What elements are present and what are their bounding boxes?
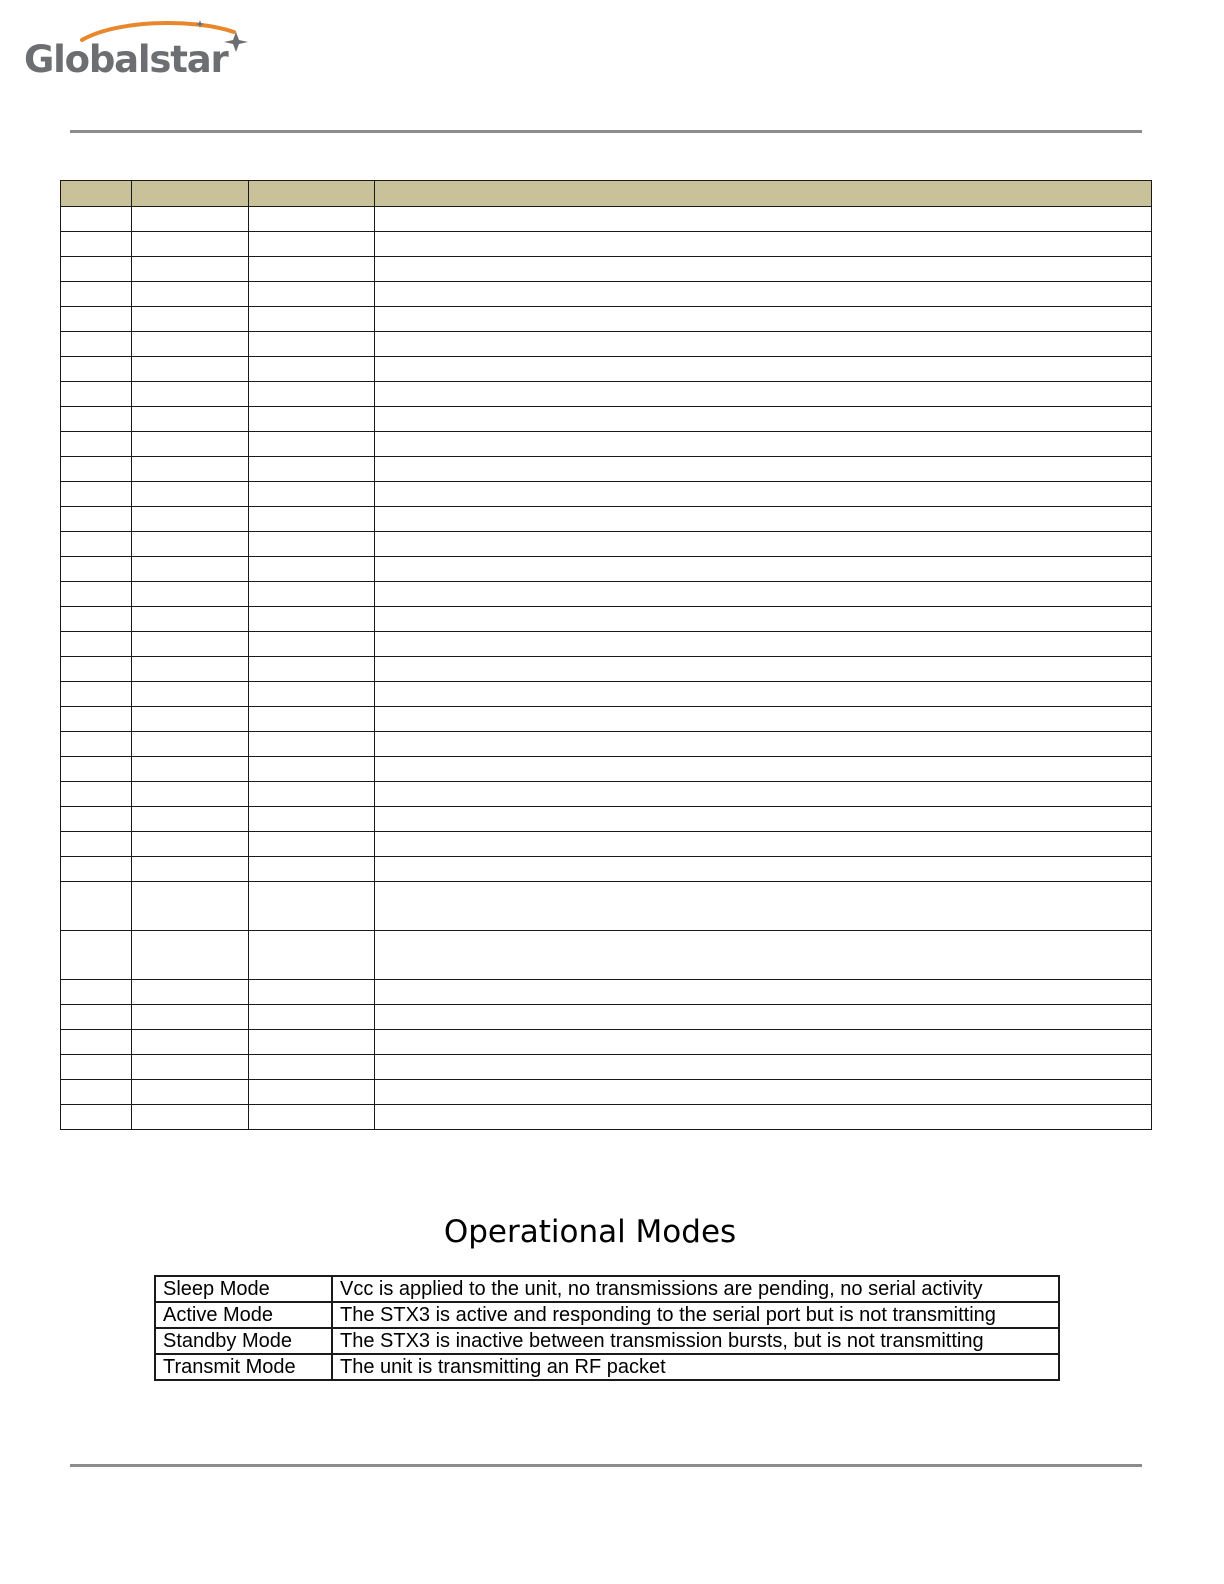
table-cell (132, 1005, 249, 1030)
table-cell (132, 682, 249, 707)
table-cell (249, 632, 375, 657)
table-cell (375, 782, 1152, 807)
table-cell (61, 707, 132, 732)
table-cell (61, 482, 132, 507)
table-row (61, 732, 1152, 757)
table-cell (249, 257, 375, 282)
table-cell (61, 207, 132, 232)
table-row (155, 1276, 1059, 1302)
table-cell (132, 282, 249, 307)
table-row (61, 1105, 1152, 1130)
table-row (61, 507, 1152, 532)
table-cell (61, 882, 132, 931)
table-cell (375, 382, 1152, 407)
table-cell (61, 557, 132, 582)
table-cell (249, 357, 375, 382)
table-cell (132, 207, 249, 232)
table-row (155, 1302, 1059, 1328)
table-cell (249, 282, 375, 307)
table-cell (249, 782, 375, 807)
table-cell (61, 282, 132, 307)
table-row (61, 332, 1152, 357)
table-cell (375, 857, 1152, 882)
table-cell (61, 457, 132, 482)
table-cell (132, 707, 249, 732)
table-cell (132, 632, 249, 657)
mode-description: The unit is transmitting an RF packet (332, 1354, 1059, 1380)
table-cell (249, 307, 375, 332)
table-cell (375, 807, 1152, 832)
table-cell (249, 682, 375, 707)
table-cell (132, 357, 249, 382)
table-row (61, 257, 1152, 282)
table-cell (375, 307, 1152, 332)
table-cell (132, 757, 249, 782)
table-cell (61, 857, 132, 882)
table-row (61, 482, 1152, 507)
table-cell (249, 432, 375, 457)
table-cell (249, 532, 375, 557)
table-cell (132, 307, 249, 332)
table-cell (61, 307, 132, 332)
table-cell (132, 807, 249, 832)
table-cell (375, 732, 1152, 757)
table-cell (61, 732, 132, 757)
table-cell (375, 882, 1152, 931)
table-cell (61, 931, 132, 980)
table-row (61, 357, 1152, 382)
table-cell (61, 607, 132, 632)
table-cell (375, 357, 1152, 382)
pin-table-header-cell (249, 181, 375, 207)
table-cell (249, 457, 375, 482)
table-row (61, 282, 1152, 307)
table-cell (249, 707, 375, 732)
header-divider (70, 130, 1142, 133)
pin-table-header-cell (375, 181, 1152, 207)
table-cell (249, 757, 375, 782)
mode-description: Vcc is applied to the unit, no transmissions are pending, no serial activity (332, 1276, 1059, 1302)
table-cell (249, 807, 375, 832)
mode-name: Standby Mode (155, 1328, 332, 1354)
table-cell (61, 382, 132, 407)
table-cell (375, 1080, 1152, 1105)
table-cell (249, 832, 375, 857)
table-cell (249, 980, 375, 1005)
table-cell (132, 257, 249, 282)
table-cell (249, 657, 375, 682)
table-cell (132, 532, 249, 557)
table-cell (249, 582, 375, 607)
table-cell (61, 232, 132, 257)
table-cell (375, 682, 1152, 707)
table-cell (61, 980, 132, 1005)
table-cell (249, 857, 375, 882)
table-cell (249, 232, 375, 257)
table-cell (375, 507, 1152, 532)
table-row (155, 1354, 1059, 1380)
table-row (61, 582, 1152, 607)
table-cell (132, 607, 249, 632)
table-cell (249, 607, 375, 632)
table-cell (61, 532, 132, 557)
table-cell (132, 832, 249, 857)
table-cell (61, 407, 132, 432)
table-row (61, 457, 1152, 482)
mode-description: The STX3 is inactive between transmission bursts, but is not transmitting (332, 1328, 1059, 1354)
table-row (61, 657, 1152, 682)
table-cell (132, 1105, 249, 1130)
table-cell (375, 557, 1152, 582)
pin-table-body (61, 207, 1152, 1130)
table-row (61, 232, 1152, 257)
table-cell (375, 832, 1152, 857)
table-cell (61, 257, 132, 282)
table-cell (61, 1080, 132, 1105)
table-cell (61, 507, 132, 532)
table-cell (132, 407, 249, 432)
table-row (61, 1005, 1152, 1030)
mode-description: The STX3 is active and responding to the serial port but is not transmitting (332, 1302, 1059, 1328)
table-cell (132, 582, 249, 607)
table-cell (61, 682, 132, 707)
table-cell (375, 407, 1152, 432)
table-cell (249, 1080, 375, 1105)
table-cell (249, 1030, 375, 1055)
table-cell (61, 1105, 132, 1130)
table-cell (132, 557, 249, 582)
table-cell (375, 482, 1152, 507)
table-cell (375, 931, 1152, 980)
table-cell (249, 732, 375, 757)
table-row (61, 832, 1152, 857)
table-cell (375, 1030, 1152, 1055)
globalstar-logo (22, 18, 252, 82)
logo-wordmark: Globalstar (24, 38, 228, 81)
table-row (61, 980, 1152, 1005)
table-row (61, 407, 1152, 432)
table-row (61, 207, 1152, 232)
table-row (61, 432, 1152, 457)
table-row (61, 931, 1152, 980)
table-cell (375, 207, 1152, 232)
table-cell (61, 832, 132, 857)
table-row (61, 1080, 1152, 1105)
table-cell (132, 782, 249, 807)
table-cell (249, 332, 375, 357)
table-cell (132, 1030, 249, 1055)
table-row (61, 632, 1152, 657)
table-cell (375, 282, 1152, 307)
table-cell (249, 482, 375, 507)
table-cell (132, 857, 249, 882)
table-cell (61, 1005, 132, 1030)
table-cell (375, 607, 1152, 632)
table-row (61, 757, 1152, 782)
operational-modes-table (154, 1275, 1060, 1381)
table-cell (249, 882, 375, 931)
table-cell (249, 557, 375, 582)
table-cell (132, 332, 249, 357)
table-row (61, 1055, 1152, 1080)
table-cell (61, 1030, 132, 1055)
table-cell (132, 732, 249, 757)
table-cell (61, 807, 132, 832)
table-cell (61, 782, 132, 807)
table-row (61, 882, 1152, 931)
table-cell (132, 882, 249, 931)
table-cell (132, 1080, 249, 1105)
table-cell (249, 931, 375, 980)
table-cell (375, 1105, 1152, 1130)
table-cell (249, 1105, 375, 1130)
table-cell (375, 757, 1152, 782)
table-cell (61, 357, 132, 382)
pin-table-header-cell (132, 181, 249, 207)
table-cell (249, 507, 375, 532)
table-row (61, 307, 1152, 332)
table-cell (375, 332, 1152, 357)
table-row (61, 857, 1152, 882)
table-cell (132, 457, 249, 482)
mode-name: Active Mode (155, 1302, 332, 1328)
table-cell (61, 632, 132, 657)
table-cell (375, 980, 1152, 1005)
table-row (61, 607, 1152, 632)
table-cell (375, 707, 1152, 732)
table-cell (375, 1005, 1152, 1030)
footer-divider (70, 1464, 1142, 1467)
table-cell (375, 582, 1152, 607)
pin-table-header-cell (61, 181, 132, 207)
table-cell (61, 432, 132, 457)
table-cell (61, 1055, 132, 1080)
table-row (61, 807, 1152, 832)
table-row (61, 557, 1152, 582)
table-cell (132, 931, 249, 980)
table-row (155, 1328, 1059, 1354)
table-cell (249, 407, 375, 432)
table-cell (132, 657, 249, 682)
table-cell (61, 657, 132, 682)
table-cell (375, 432, 1152, 457)
table-row (61, 1030, 1152, 1055)
table-cell (132, 232, 249, 257)
pin-table-header-row (61, 181, 1152, 207)
table-cell (375, 1055, 1152, 1080)
table-cell (132, 382, 249, 407)
table-cell (249, 1005, 375, 1030)
table-cell (375, 457, 1152, 482)
table-cell (132, 432, 249, 457)
table-row (61, 532, 1152, 557)
section-title: Operational Modes (443, 1214, 737, 1250)
table-cell (132, 507, 249, 532)
table-cell (375, 232, 1152, 257)
mode-name: Sleep Mode (155, 1276, 332, 1302)
table-cell (375, 632, 1152, 657)
table-cell (375, 532, 1152, 557)
table-cell (132, 1055, 249, 1080)
table-cell (249, 382, 375, 407)
pin-table (60, 180, 1152, 1130)
table-cell (375, 657, 1152, 682)
table-cell (132, 980, 249, 1005)
table-cell (61, 757, 132, 782)
table-row (61, 682, 1152, 707)
table-cell (61, 582, 132, 607)
table-cell (249, 1055, 375, 1080)
table-row (61, 782, 1152, 807)
table-row (61, 382, 1152, 407)
table-cell (132, 482, 249, 507)
mode-name: Transmit Mode (155, 1354, 332, 1380)
table-row (61, 707, 1152, 732)
table-cell (249, 207, 375, 232)
table-cell (375, 257, 1152, 282)
table-cell (61, 332, 132, 357)
